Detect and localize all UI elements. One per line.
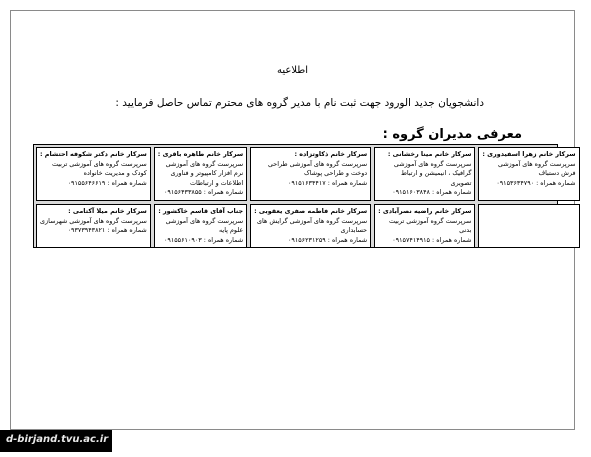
manager-name: سرکار خانم میلا آکتامی :	[68, 206, 147, 215]
manager-phone: ۰۹۱۵۶۴۳۳۸۵۵	[163, 188, 202, 197]
table-cell	[154, 147, 247, 201]
manager-name: سرکار خانم زهرا اسفیدوری :	[482, 150, 576, 158]
manager-name: جناب آقای قاسم خاکشور :	[158, 206, 244, 215]
manager-role: سرپرست گروه های آموزشی علوم پایه	[165, 216, 244, 235]
manager-role: سرپرست گروه آموزشی تربیت بدنی	[388, 216, 472, 235]
table-cell	[154, 204, 247, 248]
manager-name: سرکار خانم مینا رخشانی :	[387, 150, 472, 158]
phone-label: شماره همراه :	[203, 188, 244, 197]
manager-phone: ۰۹۱۵۷۴۱۴۹۱۵	[392, 235, 430, 244]
manager-phone-line	[40, 179, 147, 189]
manager-phone: ۰۹۱۵۳۶۳۴۷۹۰	[496, 178, 535, 187]
manager-name: سرکار خانم فاطمه صفری یعقوبی :	[254, 206, 368, 215]
manager-phone: ۰۹۱۵۵۶۴۶۶۱۹	[67, 178, 106, 187]
phone-label: شماره همراه :	[432, 188, 472, 197]
manager-name: سرکار خانم ذکاوتزاده :	[294, 150, 368, 158]
table-cell-empty	[478, 204, 579, 248]
page-title: اطلاعیه	[276, 65, 309, 76]
manager-phone: ۰۹۱۵۱۶۳۴۴۱۷	[287, 178, 326, 187]
table-cell	[250, 147, 371, 201]
table-cell	[478, 147, 579, 201]
phone-label: شماره همراه :	[203, 235, 244, 244]
manager-role: سرپرست گروه های آموزشی طراحی دوخت و طراحی پوشاک	[267, 159, 368, 178]
table-cell	[374, 204, 475, 248]
phone-label: شماره همراه :	[107, 226, 147, 235]
notice-text: دانشجویان جدید الورود جهت ثبت نام با مدیر گروه های محترم تماس حاصل فرمایید :	[115, 97, 484, 109]
manager-phone: ۰۹۱۵۶۲۳۱۲۵۹	[287, 235, 326, 244]
manager-role: سرپرست گروه های آموزشی گرافیک ، انیمیشن و ارتباط تصویری	[393, 159, 472, 187]
table-cell	[36, 204, 151, 248]
site-url-banner	[0, 430, 112, 452]
manager-phone-line	[158, 188, 243, 198]
manager-phone: ۰۹۳۷۳۹۴۳۸۲۱	[67, 226, 106, 235]
phone-label: شماره همراه :	[327, 235, 368, 244]
managers-table	[33, 144, 576, 248]
manager-phone-line	[254, 236, 367, 246]
manager-role: سرپرست گروه های آموزشی نرم افزار کامپیوتر و فناوری اطلاعات و ارتباطات	[165, 159, 244, 187]
manager-phone-line	[254, 179, 367, 189]
phone-label: شماره همراه :	[432, 235, 472, 244]
manager-role: سرپرست گروه های آموزشی شهرسازی	[40, 216, 147, 225]
table-cell	[36, 147, 151, 201]
manager-phone: ۰۹۱۵۱۶۰۳۸۴۸	[392, 188, 430, 197]
manager-phone-line	[158, 236, 243, 246]
site-url: d-birjand.tvu.ac.ir	[6, 434, 109, 445]
manager-name: سرکار خانم طاهره باقری :	[157, 150, 244, 158]
table-cell	[250, 204, 371, 248]
manager-role: سرپرست گروه های آموزشی تربیت کودک و مدیریت خانواده	[51, 159, 147, 178]
manager-phone: ۰۹۱۵۵۶۱۰۹۰۳	[163, 235, 202, 244]
phone-label: شماره همراه :	[327, 178, 368, 187]
section-heading: معرفی مدیران گروه :	[382, 127, 522, 142]
table-cell	[374, 147, 475, 201]
manager-name: سرکار خانم راضیه نصرآبادی :	[378, 206, 472, 215]
phone-label: شماره همراه :	[107, 178, 147, 187]
manager-role: سرپرست گروه های آموزشی فرش دستباف	[498, 159, 576, 178]
manager-name: سرکار خانم دکتر شکوفه احتشام :	[40, 150, 147, 158]
manager-phone-line	[40, 226, 147, 236]
phone-label: شماره همراه :	[536, 178, 576, 187]
manager-role: سرپرست گروه های آموزشی گرایش های حسابداری	[256, 216, 368, 235]
manager-phone-line	[378, 188, 471, 198]
manager-phone-line	[482, 179, 575, 189]
manager-phone-line	[378, 236, 471, 246]
